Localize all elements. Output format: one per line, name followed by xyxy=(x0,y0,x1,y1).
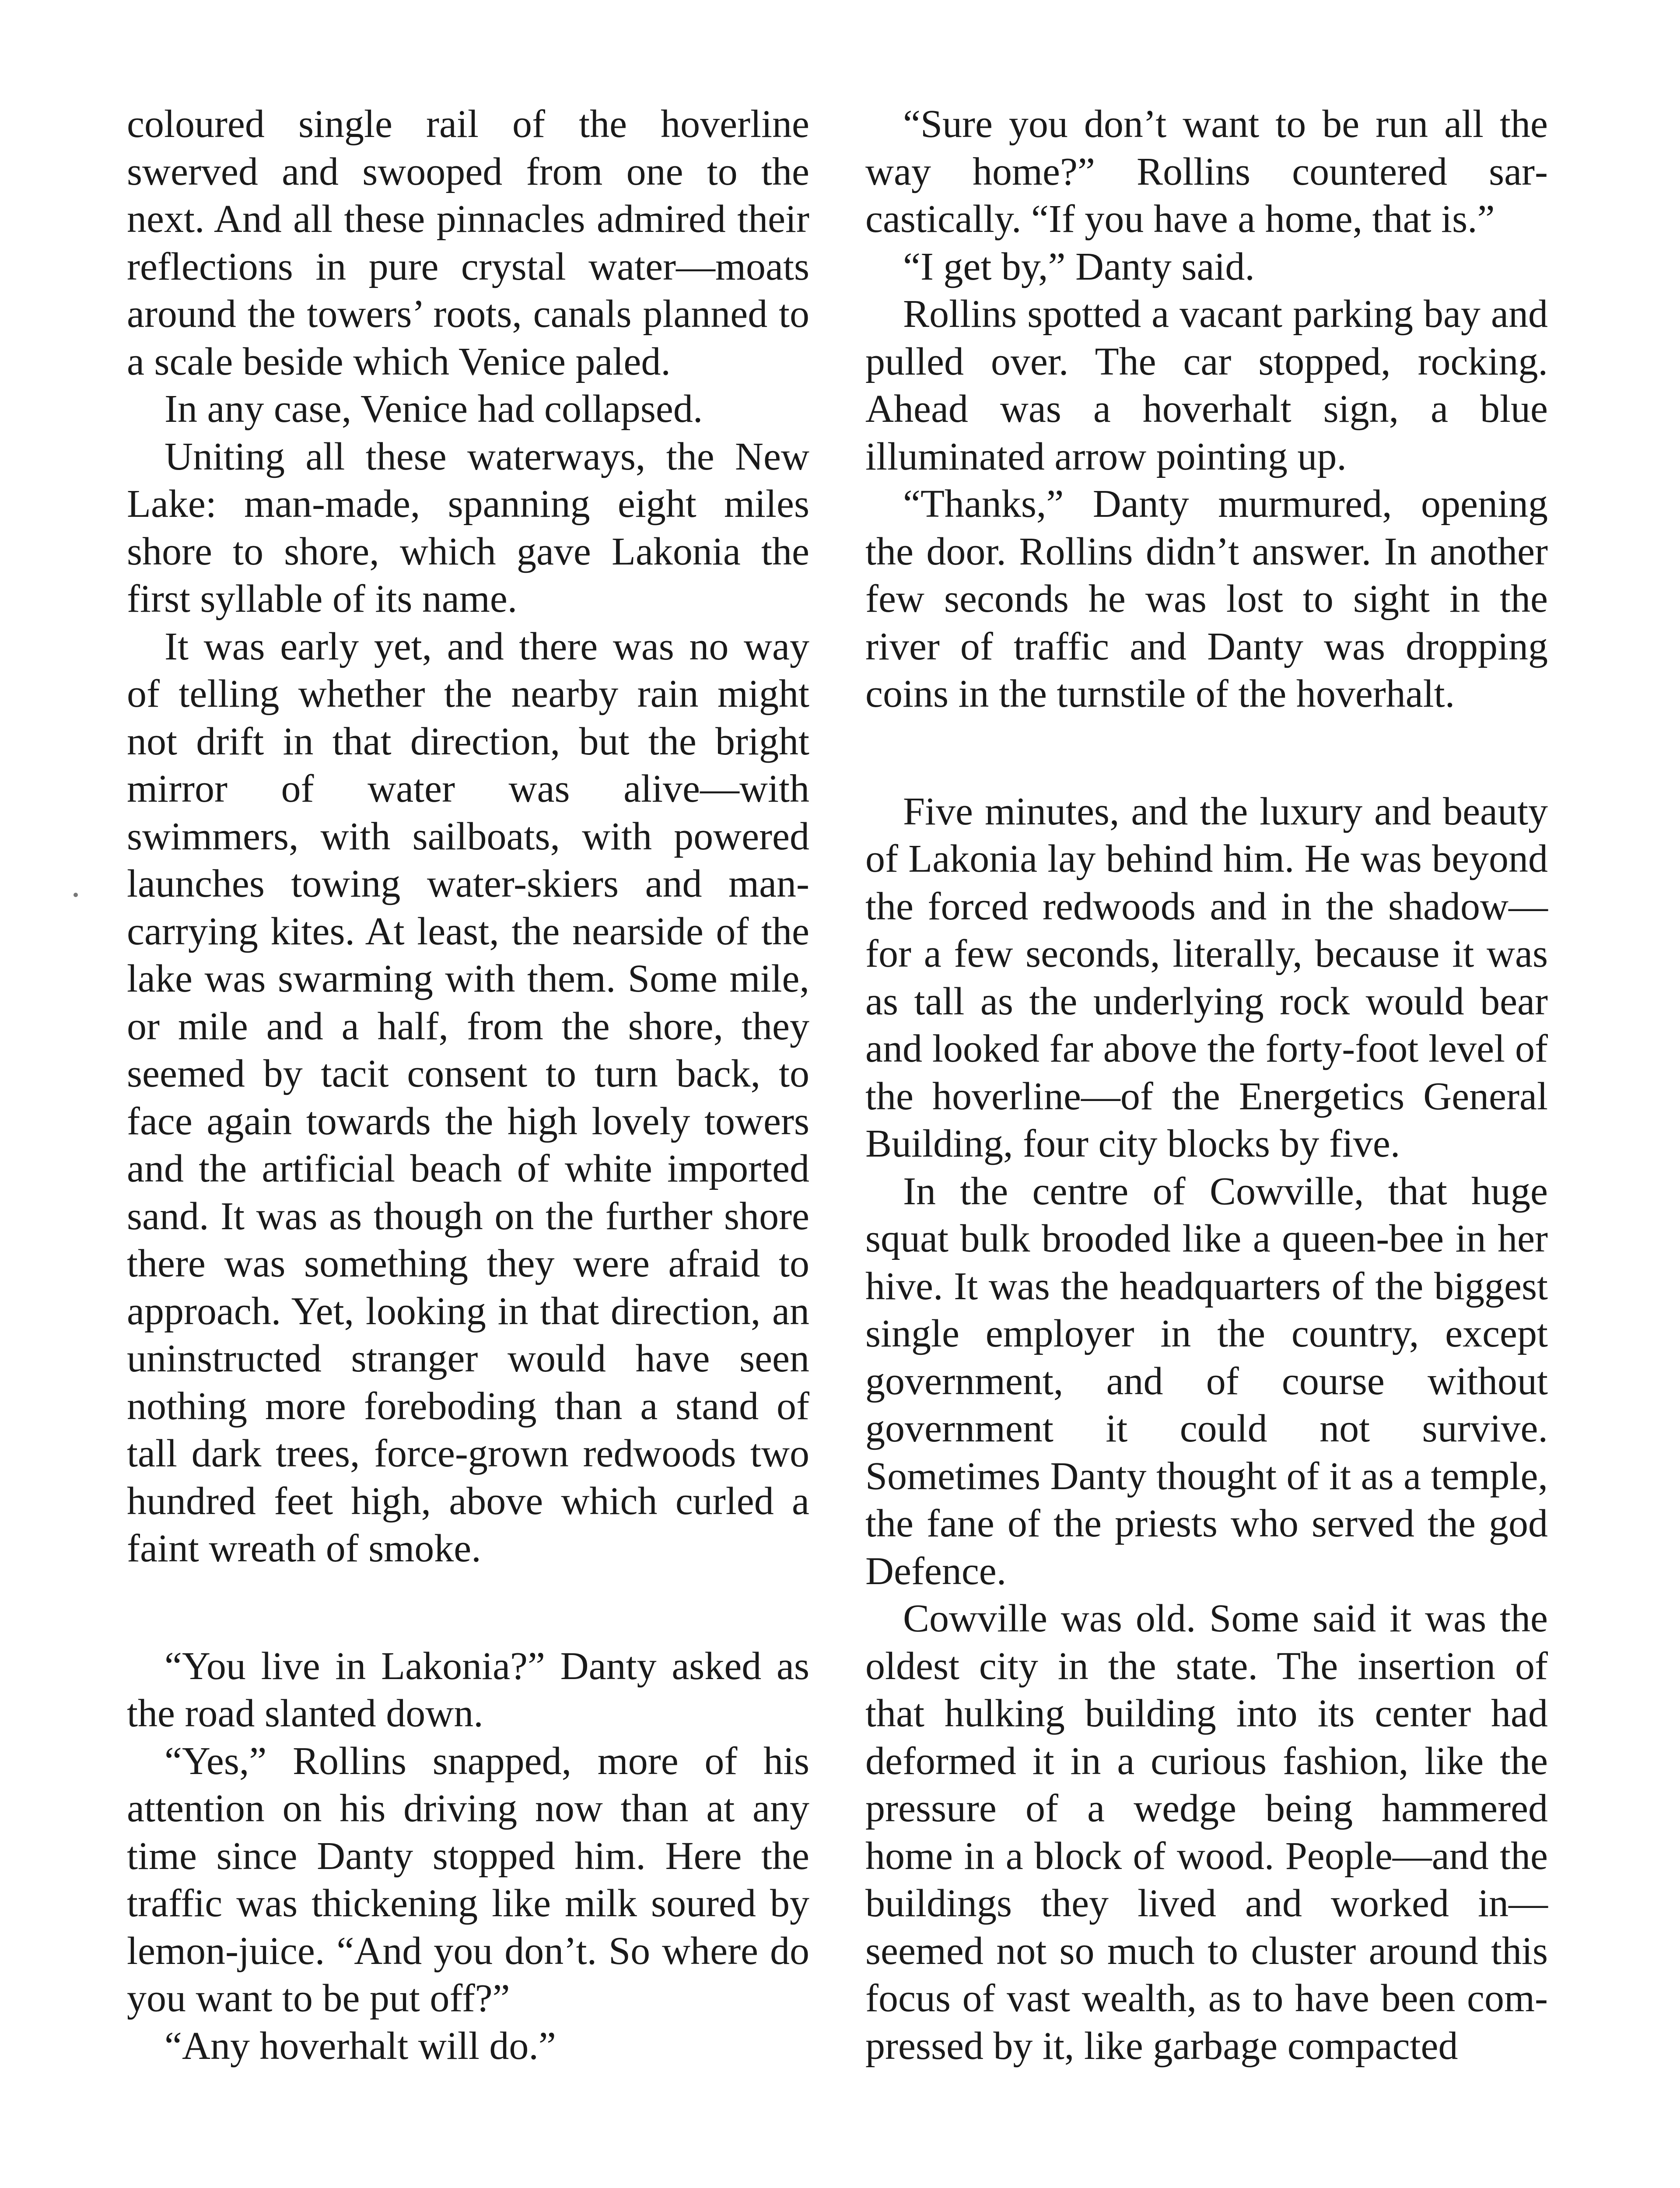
paragraph: Uniting all these waterways, the New Lake: man-made, spanning eight miles shore to shore, which gave Lakonia the first syllable of its name. xyxy=(127,435,809,621)
paragraph: Five minutes, and the luxury and beauty of Lakonia lay behind him. He was beyond the forced redwoods and in the shadow—for a few seconds, literally, because it was as tall as the underlying rock would bear and looked far above the forty-foot level of the hoverline—of the Energetics General Building, four city blocks by five. xyxy=(865,789,1548,1165)
paragraph: coloured single rail of the hoverline swerved and swooped from one to the next. And all these pinnacles admired their reflections in pure crystal water—moats around the towers’ roots, canals planned to a scale beside which Venice paled. xyxy=(127,102,809,383)
left-column xyxy=(127,101,809,2070)
section-break xyxy=(127,1573,809,1643)
paragraph: “Sure you don’t want to be run all the way home?” Rollins countered sarcastically. “If you have a home, that is.” xyxy=(865,102,1548,241)
paragraph: In any case, Venice had collapsed. xyxy=(164,387,703,431)
paragraph: “Any hoverhalt will do.” xyxy=(164,2024,556,2068)
paragraph: “Thanks,” Danty murmured, opening the door. Rollins didn’t answer. In another few seconds he was lost to sight in the river of traffic and Danty was dropping coins in the turnstile of the hoverhalt. xyxy=(865,482,1548,715)
paragraph: It was early yet, and there was no way of telling whether the nearby rain might not drift in that direction, but the bright mirror of water was alive—with swimmers, with sailboats, with powered launches towing water-skiers and man-carrying kites. At least, the nearside of the lake was swarming with them. Some mile, or mile and a half, from the shore, they seemed by tacit consent to turn back, to face again towards the high lovely towers and the artificial beach of white imported sand. It was as though on the further shore there was something they were afraid to approach. Yet, looking in that direction, an uninstructed stranger would have seen nothing more foreboding than a stand of tall dark trees, force-grown redwoods two hundred feet high, above which curled a faint wreath of smoke. xyxy=(127,624,809,1570)
paragraph: “Yes,” Rollins snapped, more of his attention on his driving now than at any time since Danty stopped him. Here the traffic was thickening like milk soured by lemon-juice. “And you don’t. So where do you want to be put off?” xyxy=(127,1739,809,2020)
paragraph: In the centre of Cowville, that huge squat bulk brooded like a queen-bee in her hive. It was the headquarters of the biggest single employer in the country, except government, and of course without government it could not survive. Sometimes Danty thought of it as a temple, the fane of the priests who served the god Defence. xyxy=(865,1169,1548,1593)
print-speck xyxy=(74,893,78,897)
paragraph: “I get by,” Danty said. xyxy=(903,245,1255,288)
paragraph: Rollins spotted a vacant parking bay and pulled over. The car stopped, rocking. Ahead was a hoverhalt sign, a blue illuminated arrow pointing up. xyxy=(865,292,1548,478)
paragraph: “You live in Lakonia?” Danty asked as the road slanted down. xyxy=(127,1644,809,1735)
paragraph: Cowville was old. Some said it was the oldest city in the state. The insertion of that hulking building into its center had deformed it in a curious fashion, like the pressure of a wedge being hammered home in a block of wood. People—and the buildings they lived and worked in—seemed not so much to cluster around this focus of vast wealth, as to have been compressed by it, like garbage compacted xyxy=(865,1597,1548,2068)
section-break xyxy=(865,718,1548,788)
right-column xyxy=(865,101,1548,2070)
